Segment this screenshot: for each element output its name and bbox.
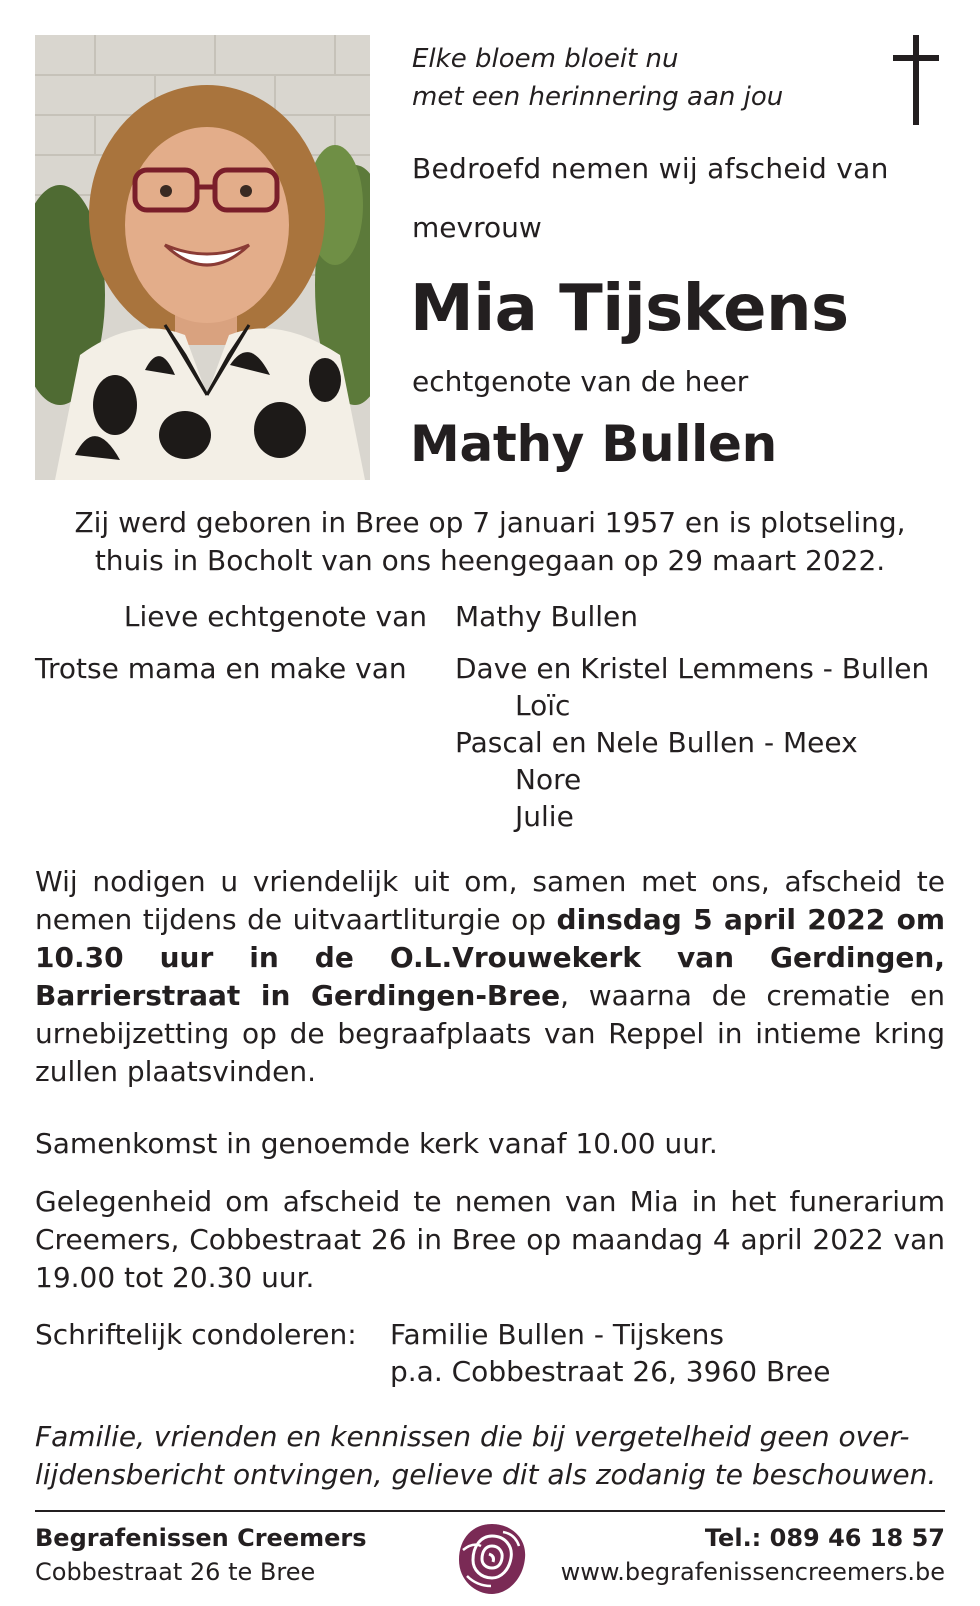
ceremony-details: dinsdag 5 april 2022 om 10.30 uur in de O.L.Vrouwekerk van Gerdingen, Barrierstraat in Gerdingen-Bree <box>35 903 945 1012</box>
condolences-label: Schriftelijk condoleren: <box>35 1318 357 1351</box>
spouse-name: Mathy Bullen <box>410 415 777 473</box>
notice-text <box>35 1418 945 1494</box>
quote-line-2: met een herinnering aan jou <box>412 82 784 112</box>
intro-text: Bedroefd nemen wij afscheid van <box>412 152 889 185</box>
deceased-name: Mia Tijskens <box>410 272 849 346</box>
rose-logo-icon <box>453 1520 531 1598</box>
condolences-line-2: p.a. Cobbestraat 26, 3960 Bree <box>390 1355 831 1388</box>
spouse-label: Lieve echtgenote van <box>123 600 427 633</box>
company-phone: Tel.: 089 46 18 57 <box>704 1524 945 1552</box>
birth-line: Zij werd geboren in Bree op 7 januari 1957 en is plotseling, <box>74 506 906 539</box>
company-website[interactable]: www.begrafenissencreemers.be <box>560 1558 945 1586</box>
title-prefix: mevrouw <box>412 211 542 244</box>
spouse-line: echtgenote van de heer <box>412 365 749 398</box>
death-line: thuis in Bocholt van ons heengegaan op 29 maart 2022. <box>94 544 886 577</box>
children-label: Trotse mama en make van <box>35 652 407 685</box>
grandchild-1: Loïc <box>515 689 571 722</box>
cross-icon <box>893 35 941 127</box>
family-2: Pascal en Nele Bullen - Meex <box>455 726 858 759</box>
ceremony-text-1: Wij nodigen u vriendelijk uit om, samen met ons, afscheid te nemen tijdens de uitvaartliturgie op <box>35 865 945 936</box>
family-1: Dave en Kristel Lemmens - Bullen <box>455 652 930 685</box>
notice-line-2: lijdensbericht ontvingen, gelieve dit als zodanig te beschouwen. <box>35 1458 937 1491</box>
company-name: Begrafenissen Creemers <box>35 1524 367 1552</box>
gathering-text: Samenkomst in genoemde kerk vanaf 10.00 uur. <box>35 1127 718 1160</box>
footer-divider <box>35 1510 945 1512</box>
viewing-paragraph: Gelegenheid om afscheid te nemen van Mia in het funerarium Creemers, Cobbestraat 26 in Bree op maandag 4 april 2022 van 19.00 tot 20.30 uur. <box>35 1185 945 1294</box>
notice-line-1: Familie, vrienden en kennissen die bij vergetelheid geen over- <box>35 1420 910 1453</box>
spouse-value: Mathy Bullen <box>455 600 638 633</box>
grandchild-2: Nore <box>515 763 582 796</box>
quote-line-1: Elke bloem bloeit nu <box>412 44 679 74</box>
ceremony-paragraph <box>35 863 945 1091</box>
portrait-photo <box>35 35 370 480</box>
birth-death-text <box>0 504 980 580</box>
grandchild-3: Julie <box>515 800 574 833</box>
company-address: Cobbestraat 26 te Bree <box>35 1558 316 1586</box>
memorial-quote <box>412 40 783 116</box>
condolences-line-1: Familie Bullen - Tijskens <box>390 1318 724 1351</box>
ceremony-text-2: , waarna de crematie en urnebijzetting op de begraafplaats van Reppel in intieme kring zullen plaatsvinden. <box>35 979 945 1088</box>
